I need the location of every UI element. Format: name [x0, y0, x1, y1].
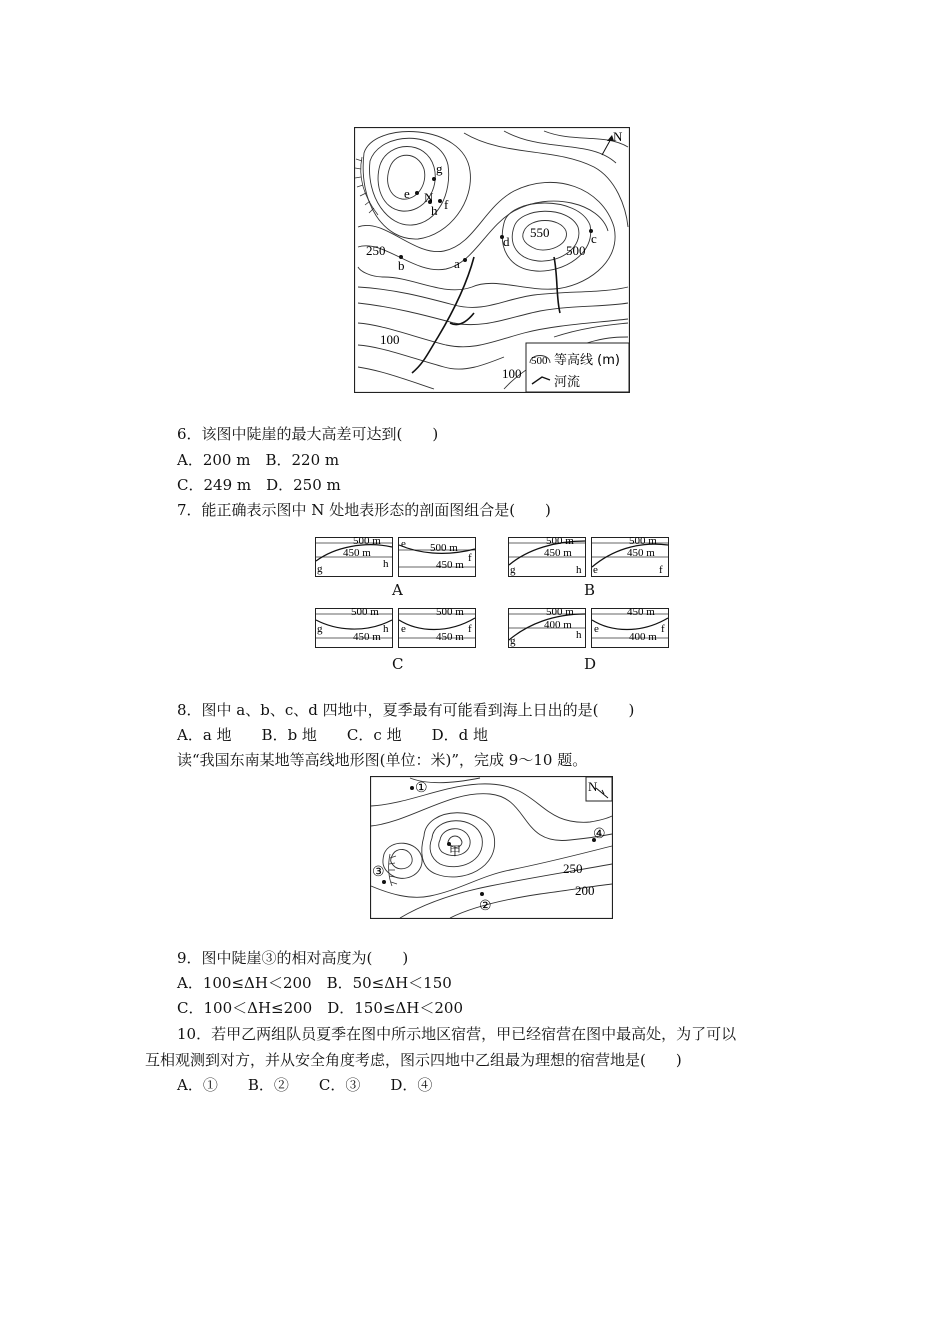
- label-N: N: [424, 190, 434, 205]
- C2-top: 500 m: [436, 608, 464, 618]
- caption-B: B: [584, 581, 596, 599]
- A1-right: h: [383, 558, 389, 570]
- label-e: e: [404, 186, 410, 201]
- label-jia: 甲: [449, 844, 462, 858]
- B1-top: 500 m: [546, 537, 574, 547]
- A1-mid: 450 m: [343, 547, 371, 559]
- D1-mid: 400 m: [544, 619, 572, 631]
- profile-D2: [591, 608, 669, 648]
- caption-A: A: [392, 581, 403, 599]
- q8-options: A．a 地 B．b 地 C．c 地 D．d 地: [177, 726, 488, 744]
- profile-A1: [315, 537, 393, 577]
- A2-left: e: [401, 538, 406, 550]
- section-intro: 读“我国东南某地等高线地形图(单位：米)”，完成 9～10 题。: [177, 751, 588, 769]
- point-3: ③: [372, 865, 385, 880]
- q9-options-ab: A．100≤ΔH＜200 B．50≤ΔH＜150: [177, 974, 452, 992]
- C2-left: e: [401, 623, 406, 635]
- caption-C: C: [392, 655, 404, 673]
- map1-legend: [526, 343, 629, 392]
- map2-north-label: N: [588, 779, 598, 794]
- label-f: f: [444, 197, 449, 212]
- q6-options-cd: C．249 m D．250 m: [177, 476, 341, 494]
- point-4: ④: [593, 827, 606, 842]
- C1-right: h: [383, 623, 389, 635]
- contour-map-2: [370, 776, 613, 919]
- profile-B2: [591, 537, 669, 577]
- contour-map-1: [354, 127, 630, 393]
- caption-D: D: [584, 655, 597, 673]
- profile-A2: [398, 537, 476, 577]
- B2-mid: 450 m: [627, 547, 655, 559]
- D1-right: h: [576, 629, 582, 641]
- q6-stem: 6．该图中陡崖的最大高差可达到( ): [177, 425, 439, 443]
- A1-top: 500 m: [353, 537, 381, 547]
- q10-options: A．① B．② C．③ D．④: [177, 1076, 433, 1094]
- B1-left: g: [510, 564, 516, 576]
- contour-100-left: 100: [380, 332, 400, 347]
- label-c: c: [591, 231, 597, 246]
- profile-C1: [315, 608, 393, 648]
- A2-right: f: [468, 552, 472, 564]
- D1-left: g: [510, 635, 516, 647]
- label-g: g: [436, 161, 443, 176]
- profile-B1: [508, 537, 586, 577]
- label-d: d: [503, 234, 510, 249]
- label-b: b: [398, 258, 405, 273]
- q10-line2: 互相观测到对方，并从安全角度考虑，图示四地中乙组最为理想的宿营地是( ): [145, 1051, 682, 1069]
- q6-options-ab: A．200 m B．220 m: [177, 451, 340, 469]
- D1-top: 500 m: [546, 608, 574, 618]
- B1-mid: 450 m: [544, 547, 572, 559]
- B2-top: 500 m: [629, 537, 657, 547]
- C1-left: g: [317, 623, 323, 635]
- contour-100-right: 100: [502, 366, 522, 381]
- A1-left: g: [317, 563, 323, 575]
- point-1: ①: [415, 781, 428, 796]
- A2-top: 500 m: [430, 542, 458, 554]
- contour-200-map2: 200: [575, 883, 595, 898]
- C2-right: f: [468, 623, 472, 635]
- C2-bot: 450 m: [436, 631, 464, 643]
- point-2: ②: [479, 899, 492, 914]
- B2-left: e: [593, 564, 598, 576]
- q9-stem: 9．图中陡崖③的相对高度为( ): [177, 949, 409, 967]
- legend-river-text: 河流: [554, 375, 581, 390]
- profile-D1: [508, 608, 586, 648]
- D2-left: e: [594, 623, 599, 635]
- legend-contour-text: 等高线 (m): [554, 353, 620, 368]
- D2-bot: 400 m: [629, 631, 657, 643]
- C1-bot: 450 m: [353, 631, 381, 643]
- A2-bot: 450 m: [436, 559, 464, 571]
- q8-stem: 8．图中 a、b、c、d 四地中，夏季最有可能看到海上日出的是( ): [177, 701, 635, 719]
- q10-line1: 10．若甲乙两组队员夏季在图中所示地区宿营，甲已经宿营在图中最高处，为了可以: [177, 1025, 737, 1043]
- label-h: h: [431, 203, 438, 218]
- q7-stem: 7．能正确表示图中 N 处地表形态的剖面图组合是( ): [177, 501, 551, 519]
- contour-250-map2: 250: [563, 861, 583, 876]
- q9-options-cd: C．100＜ΔH≤200 D．150≤ΔH＜200: [177, 999, 463, 1017]
- C1-top: 500 m: [351, 608, 379, 618]
- contour-550: 550: [530, 225, 550, 240]
- legend-sample-500: 500: [531, 355, 548, 367]
- map1-north-label: N: [613, 129, 623, 144]
- contour-250: 250: [366, 243, 386, 258]
- contour-500: 500: [566, 243, 586, 258]
- profile-C2: [398, 608, 476, 648]
- label-a: a: [454, 256, 460, 271]
- B2-right: f: [659, 564, 663, 576]
- B1-right: h: [576, 564, 582, 576]
- D2-right: f: [661, 623, 665, 635]
- D2-top: 450 m: [627, 608, 655, 618]
